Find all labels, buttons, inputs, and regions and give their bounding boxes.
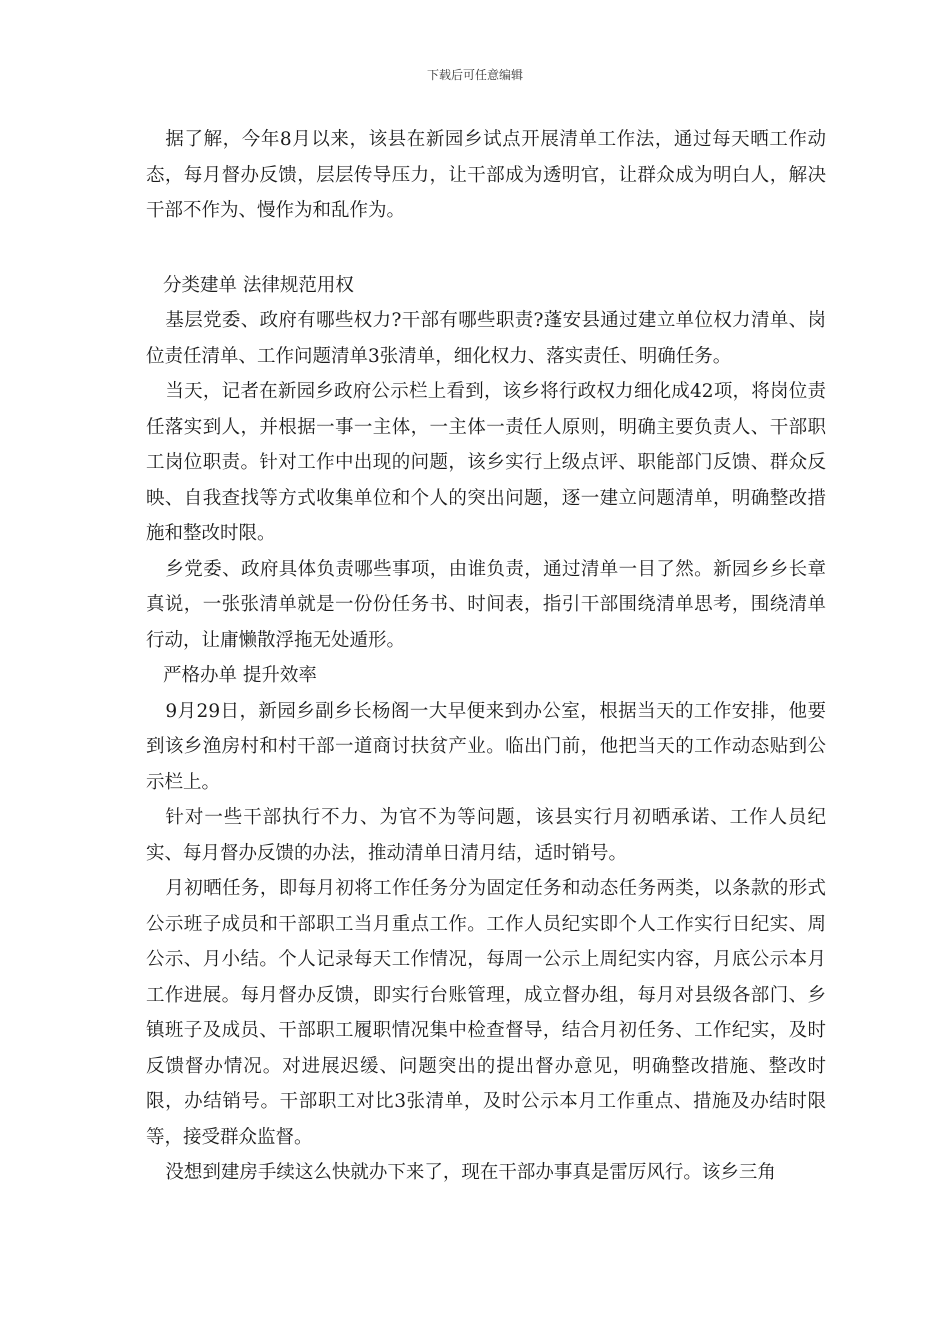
paragraph: 当天，记者在新园乡政府公示栏上看到，该乡将行政权力细化成42项，将岗位责任落实到人，并根据一事一主体，一主体一责任人原则，明确主要负责人、干部职工岗位职责。针对工作中出现的问题，该乡实行上级点评、职能部门反馈、群众反映、自我查找等方式收集单位和个人的突出问题，逐一建立问题清单，明确整改措施和整改时限。 bbox=[146, 381, 826, 544]
paragraph: 9月29日，新园乡副乡长杨阁一大早便来到办公室，根据当天的工作安排，他要到该乡渔房村和村干部一道商讨扶贫产业。临出门前，他把当天的工作动态贴到公示栏上。 bbox=[146, 700, 826, 793]
section-heading: 分类建单 法律规范用权 bbox=[163, 274, 354, 296]
page-header: 下载后可任意编辑 bbox=[426, 68, 523, 82]
paragraph: 没想到建房手续这么快就办下来了，现在干部办事真是雷厉风行。该乡三角 bbox=[165, 1162, 776, 1183]
paragraph: 据了解，今年8月以来，该县在新园乡试点开展清单工作法，通过每天晒工作动态，每月督办反馈，层层传导压力，让干部成为透明官，让群众成为明白人，解决干部不作为、慢作为和乱作为。 bbox=[146, 129, 826, 221]
paragraph: 针对一些干部执行不力、为官不为等问题，该县实行月初晒承诺、工作人员纪实、每月督办反馈的办法，推动清单日清月结，适时销号。 bbox=[146, 807, 826, 864]
paragraph: 月初晒任务，即每月初将工作任务分为固定任务和动态任务两类，以条款的形式公示班子成员和干部职工当月重点工作。工作人员纪实即个人工作实行日纪实、周公示、月小结。个人记录每天工作情况，每周一公示上周纪实内容，月底公示本月工作进展。每月督办反馈，即实行台账管理，成立督办组，每月对县级各部门、乡镇班子及成员、干部职工履职情况集中检查督导，结合月初任务、工作纪实，及时反馈督办情况。对进展迟缓、问题突出的提出督办意见，明确整改措施、整改时限，办结销号。干部职工对比3张清单，及时公示本月工作重点、措施及办结时限等，接受群众监督。 bbox=[146, 878, 826, 1148]
document-body bbox=[146, 122, 826, 1191]
paragraph: 基层党委、政府有哪些权力?干部有哪些职责?蓬安县通过建立单位权力清单、岗位责任清单、工作问题清单3张清单，细化权力、落实责任、明确任务。 bbox=[146, 310, 826, 367]
paragraph: 乡党委、政府具体负责哪些事项，由谁负责，通过清单一目了然。新园乡乡长章真说，一张张清单就是一份份任务书、时间表，指引干部围绕清单思考，围绕清单行动，让庸懒散浮拖无处遁形。 bbox=[146, 558, 826, 651]
section-heading: 严格办单 提升效率 bbox=[163, 665, 317, 686]
paragraph-spacer bbox=[146, 229, 826, 268]
